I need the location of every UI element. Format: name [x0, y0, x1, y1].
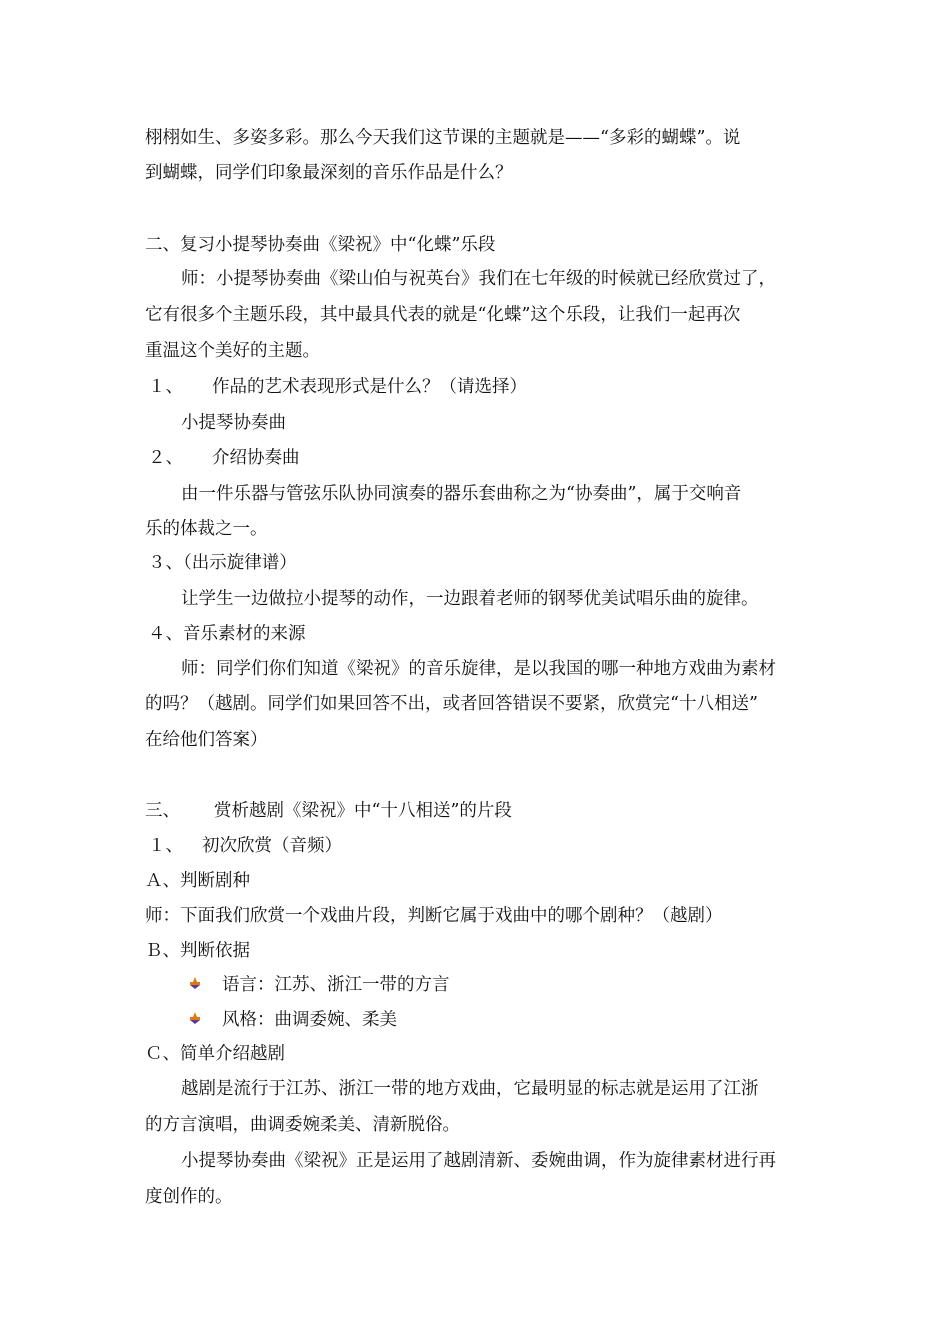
- item-1-number: １、: [148, 377, 183, 397]
- label-c-body-line-2: 的方言演唱，曲调委婉柔美、清新脱俗。: [145, 1115, 460, 1135]
- closing-para-line-2: 度创作的。: [145, 1187, 233, 1207]
- item-4-body-line-2: 的吗？（越剧。同学们如果回答不出，或者回答错误不要紧，欣赏完“十八相送”: [145, 694, 758, 714]
- section-3-heading-number: 三、: [145, 801, 180, 821]
- item-2-body-line-1: 由一件乐器与管弦乐队协同演奏的器乐套曲称之为“协奏曲”，属于交响音: [181, 484, 742, 504]
- sub-1-number: １、: [148, 836, 183, 856]
- section-2-para-line-3: 重温这个美好的主题。: [145, 341, 320, 361]
- intro-line-1: 栩栩如生、多姿多彩。那么今天我们这节课的主题就是——“多彩的蝴蝶”。说: [145, 128, 741, 148]
- item-3-body: 让学生一边做拉小提琴的动作，一边跟着老师的钢琴优美试唱乐曲的旋律。: [181, 589, 759, 609]
- item-2-number: ２、: [148, 448, 183, 468]
- item-4: ４、音乐素材的来源: [148, 624, 306, 644]
- arrow-bullet-icon: [188, 976, 202, 990]
- section-2-para-line-2: 它有很多个主题乐段，其中最具代表的就是“化蝶”这个乐段，让我们一起再次: [145, 305, 741, 325]
- closing-para-line-1: 小提琴协奏曲《梁祝》正是运用了越剧清新、委婉曲调，作为旋律素材进行再: [181, 1151, 776, 1171]
- arrow-bullet-icon: [188, 1011, 202, 1025]
- sub-1-text: 初次欣赏（音频）: [202, 836, 342, 856]
- label-c-body-line-1: 越剧是流行于江苏、浙江一带的地方戏曲，它最明显的标志就是运用了江浙: [181, 1079, 759, 1099]
- bullet-item-2: 风格：曲调委婉、柔美: [222, 1010, 397, 1030]
- label-a-body: 师：下面我们欣赏一个戏曲片段，判断它属于戏曲中的哪个剧种？（越剧）: [145, 906, 723, 926]
- item-4-body-line-3: 在给他们答案）: [145, 730, 268, 750]
- section-2-heading: 二、复习小提琴协奏曲《梁祝》中“化蝶”乐段: [145, 235, 496, 255]
- section-3-heading: 赏析越剧《梁祝》中“十八相送”的片段: [214, 801, 512, 821]
- item-1-text: 作品的艺术表现形式是什么？（请选择）: [212, 377, 527, 397]
- intro-line-2: 到蝴蝶，同学们印象最深刻的音乐作品是什么？: [145, 163, 513, 183]
- bullet-item-1: 语言：江苏、浙江一带的方言: [222, 975, 450, 995]
- label-c: Ｃ、简单介绍越剧: [145, 1044, 285, 1064]
- section-2-para-line-1: 师：小提琴协奏曲《梁山伯与祝英台》我们在七年级的时候就已经欣赏过了，: [181, 269, 776, 289]
- item-4-body-line-1: 师：同学们你们知道《梁祝》的音乐旋律，是以我国的哪一种地方戏曲为素材: [181, 659, 776, 679]
- item-2-body-line-2: 乐的体裁之一。: [145, 519, 268, 539]
- item-3: ３、（出示旋律谱）: [148, 553, 297, 573]
- label-a: Ａ、判断剧种: [145, 871, 250, 891]
- label-b: Ｂ、判断依据: [145, 941, 250, 961]
- item-2-text: 介绍协奏曲: [212, 448, 300, 468]
- item-1-answer: 小提琴协奏曲: [181, 413, 286, 433]
